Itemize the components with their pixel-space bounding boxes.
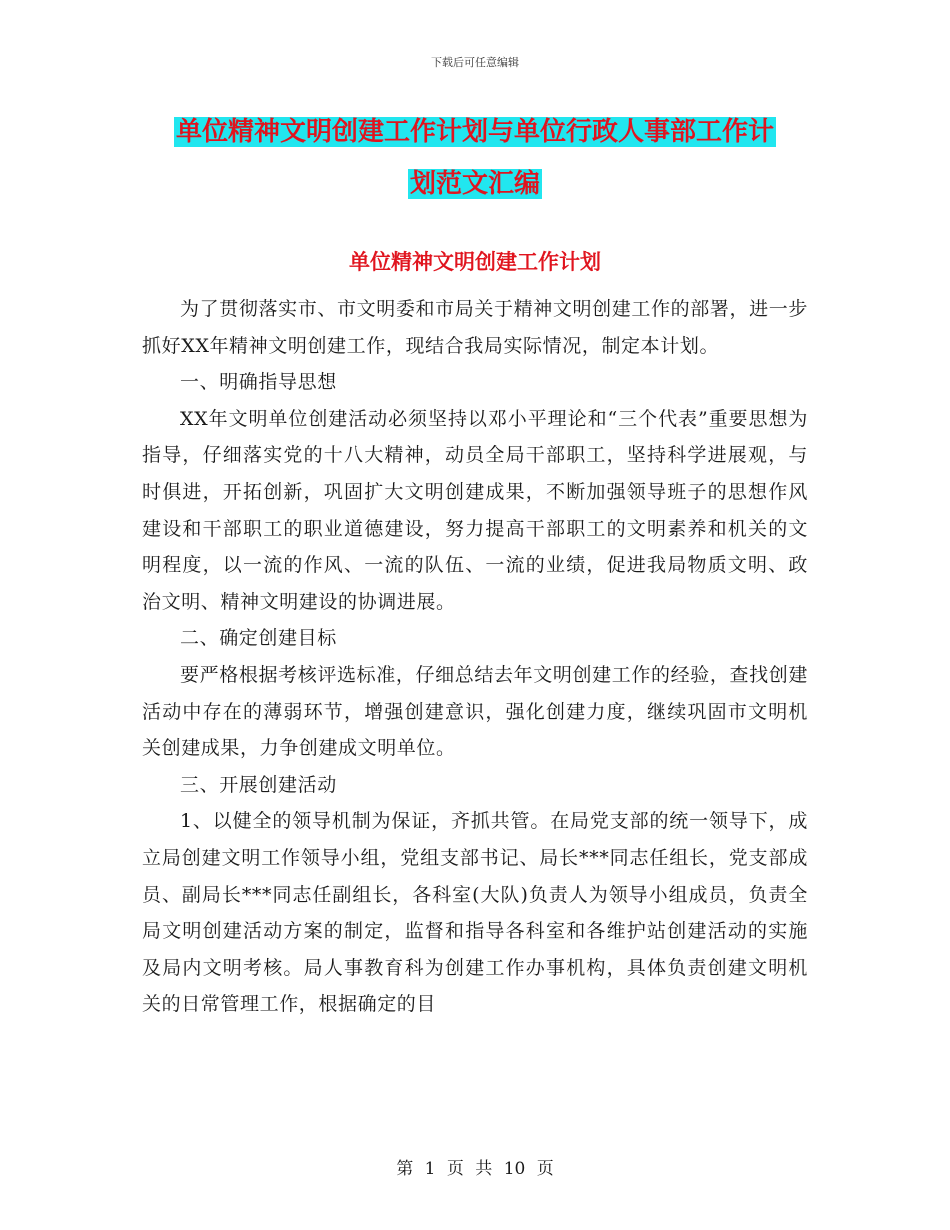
document-title-line-1: 单位精神文明创建工作计划与单位行政人事部工作计 [175, 117, 774, 147]
document-title-line-2: 划范文汇编 [409, 169, 540, 199]
paragraph-goal: 要严格根据考核评选标准，仔细总结去年文明创建工作的经验，查找创建活动中存在的薄弱环节，增强创建意识，强化创建力度，继续巩固市文明机关创建成果，力争创建成文明单位。 [142, 663, 808, 760]
page-footer: 第 1 页 共 10 页 [396, 1159, 554, 1179]
heading-activities: 三、开展创建活动 [180, 773, 337, 796]
header-note: 下载后可任意编辑 [431, 56, 519, 69]
heading-guiding-thought: 一、明确指导思想 [180, 371, 337, 394]
document-title [140, 106, 810, 210]
body-text [142, 291, 808, 1023]
paragraph-intro: 为了贯彻落实市、市文明委和市局关于精神文明创建工作的部署，进一步抓好XX年精神文明创建工作，现结合我局实际情况，制定本计划。 [142, 298, 808, 357]
paragraph-activities-1: 1、以健全的领导机制为保证，齐抓共管。在局党支部的统一领导下，成立局创建文明工作领导小组，党组支部书记、局长***同志任组长，党支部成员、副局长***同志任副组长，各科室(大队)负责人为领导小组成员，负责全局文明创建活动方案的制定，监督和指导各科室和各维护站创建活动的实施及局内文明考核。局人事教育科为创建工作办事机构，具体负责创建文明机关的日常管理工作，根据确定的目 [142, 810, 808, 1016]
paragraph-guiding-thought: XX年文明单位创建活动必须坚持以邓小平理论和“三个代表”重要思想为指导，仔细落实党的十八大精神，动员全局干部职工，坚持科学进展观，与时俱进，开拓创新，巩固扩大文明创建成果，不断加强领导班子的思想作风建设和干部职工的职业道德建设，努力提高干部职工的文明素养和机关的文明程度，以一流的作风、一流的队伍、一流的业绩，促进我局物质文明、政治文明、精神文明建设的协调进展。 [142, 407, 808, 613]
section-title: 单位精神文明创建工作计划 [349, 250, 601, 274]
heading-goal: 二、确定创建目标 [180, 627, 337, 650]
